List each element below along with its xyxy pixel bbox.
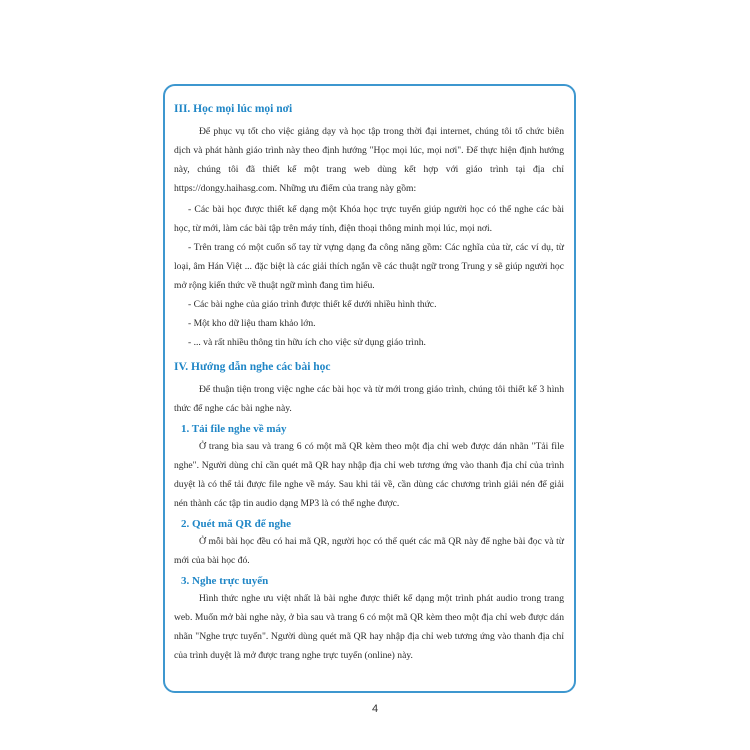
- subsection-3-text: Hình thức nghe ưu việt nhất là bài nghe được thiết kế dạng một trình phát audio trong trang web. Muốn mở bài nghe này, ở bìa sau và trang 6 có một mã QR kèm theo một địa chỉ web được dán nhãn "Nghe trực tuyến". Người dùng quét mã QR hay nhập địa chỉ web tương ứng vào thanh địa chỉ của trình duyệt là mở được trang nghe trực tuyến (online) này.: [174, 593, 564, 661]
- subsection-2-heading: 2. Quét mã QR để nghe: [181, 518, 291, 530]
- section-3-heading: III. Học mọi lúc mọi nơi: [174, 103, 293, 115]
- section-4-intro: Để thuận tiện trong việc nghe các bài học và từ mới trong giáo trình, chúng tôi thiết kế 3 hình thức để nghe các bài nghe này.: [174, 384, 564, 414]
- section-3-bullet-3: - Các bài nghe của giáo trình được thiết kế dưới nhiều hình thức.: [188, 299, 437, 310]
- subsection-3-heading: 3. Nghe trực tuyến: [181, 575, 269, 587]
- subsection-1-text: Ở trang bìa sau và trang 6 có một mã QR kèm theo một địa chỉ web được dán nhãn "Tải file nghe". Người dùng chỉ cần quét mã QR hay nhập địa chỉ web tương ứng vào thanh địa chỉ của trình duyệt là có thể tải được file nghe về máy. Sau khi tải về, cần dùng các chương trình giải nén để giải nén thành các tập tin audio dạng MP3 là có thể nghe được.: [174, 441, 564, 509]
- section-3-bullet-1: - Các bài học được thiết kế dạng một Khóa học trực tuyến giúp người học có thể nghe các bài học, từ mới, làm các bài tập trên máy tính, điện thoại thông minh mọi lúc, mọi nơi.: [174, 204, 564, 234]
- subsection-1-heading: 1. Tải file nghe về máy: [181, 423, 287, 435]
- subsection-2-text: Ở mỗi bài học đều có hai mã QR, người học có thể quét các mã QR này để nghe bài đọc và từ mới của bài học đó.: [174, 536, 564, 566]
- section-3-bullet-5: - ... và rất nhiều thông tin hữu ích cho việc sử dụng giáo trình.: [188, 337, 426, 348]
- section-4-heading: IV. Hướng dẫn nghe các bài học: [174, 361, 331, 373]
- page-number: 4: [371, 703, 379, 715]
- section-3-intro: Để phục vụ tốt cho việc giảng dạy và học tập trong thời đại internet, chúng tôi tổ chức biên dịch và phát hành giáo trình này theo định hướng "Học mọi lúc, mọi nơi". Để thực hiện định hướng này, chúng tôi đã thiết kế một trang web dùng kết hợp với giáo trình tại địa chỉ https://dongy.haihasg.com. Những ưu điểm của trang này gồm:: [174, 126, 564, 194]
- content-frame: [163, 84, 576, 693]
- section-3-bullet-2: - Trên trang có một cuốn sổ tay từ vựng dạng đa công năng gồm: Các nghĩa của từ, các ví dụ, từ loại, âm Hán Việt ... đặc biệt là các giải thích ngắn về các thuật ngữ trong Trung y sẽ giúp người học mở rộng kiến thức về thuật ngữ mình đang tìm hiểu.: [174, 242, 564, 291]
- section-3-bullet-4: - Một kho dữ liệu tham khảo lớn.: [188, 318, 316, 329]
